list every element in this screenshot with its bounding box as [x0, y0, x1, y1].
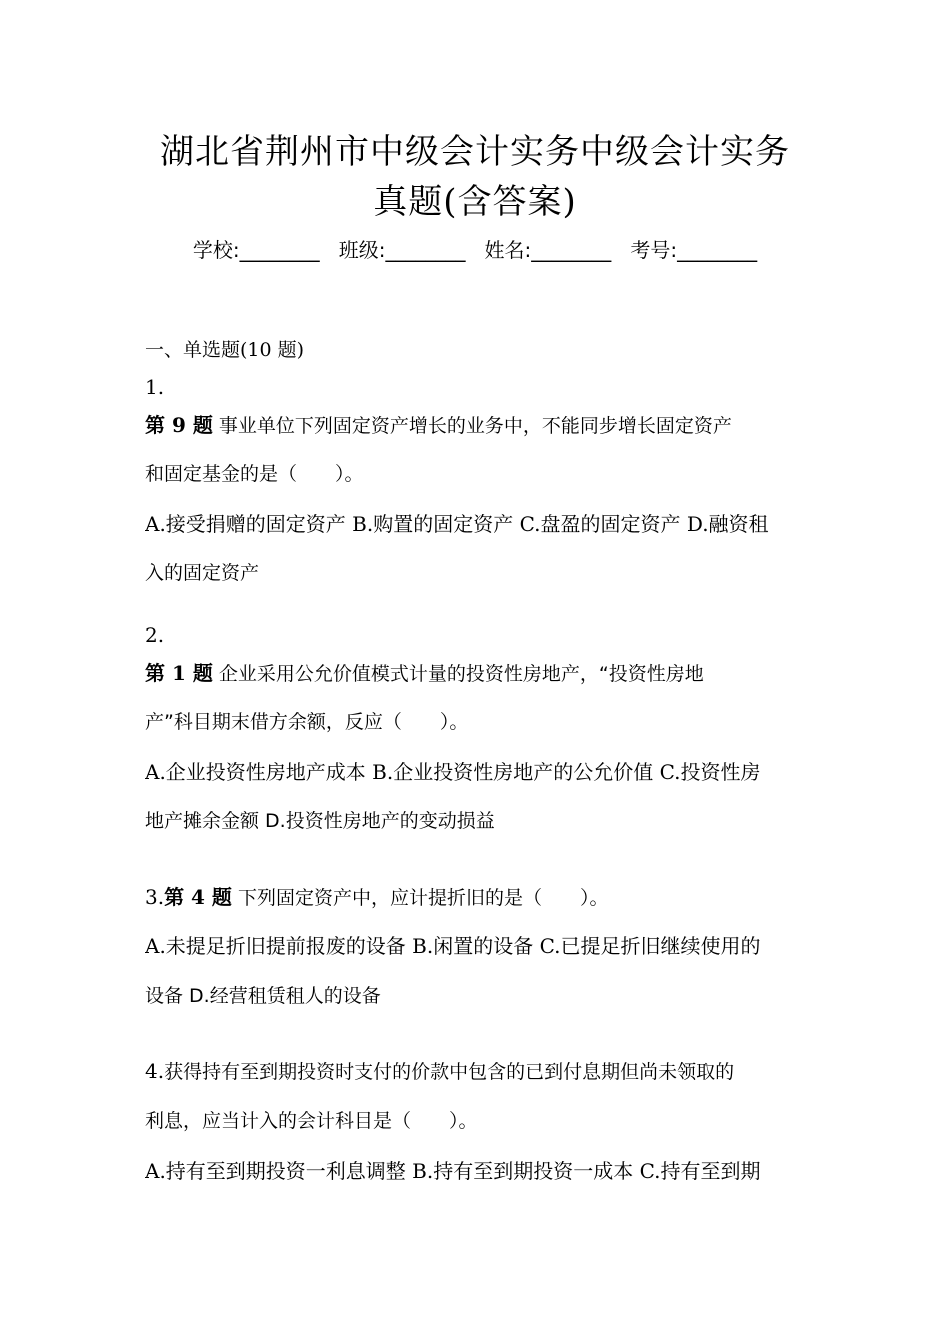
question-1-options-line2: 入的固定资产: [145, 562, 260, 584]
class-field: 班级:________: [338, 238, 466, 262]
question-1-stem-line1: [145, 410, 815, 441]
exam-number-field: 考号:________: [630, 238, 758, 262]
question-1-label: 第 9 题: [145, 413, 213, 437]
question-2-number: 2.: [145, 623, 165, 647]
question-1-stem-line2: 和固定基金的是（ ）。: [145, 463, 364, 485]
name-field: 姓名:________: [484, 238, 612, 262]
question-2-stem-line1: [145, 658, 815, 689]
question-4-stem-text: 获得持有至到期投资时支付的价款中包含的已到付息期但尚未领取的: [164, 1061, 735, 1083]
question-3-options-line2: 设备 D.经营租赁租人的设备: [145, 985, 381, 1007]
question-4-number: 4.: [145, 1059, 165, 1083]
question-4-stem-line1: [145, 1056, 815, 1087]
section-heading: 一、单选题(10 题): [145, 339, 305, 361]
question-3-stem-line1: [145, 882, 815, 913]
question-1-stem-text: 事业单位下列固定资产增长的业务中，不能同步增长固定资产: [212, 415, 732, 437]
question-1-options-line1: A.接受捐赠的固定资产 B.购置的固定资产 C.盘盈的固定资产 D.融资租: [145, 512, 769, 536]
question-2-label: 第 1 题: [145, 661, 213, 685]
school-field: 学校:________: [192, 238, 320, 262]
question-2-options-line2: 地产摊余金额 D.投资性房地产的变动损益: [145, 810, 495, 832]
question-1-number: 1.: [145, 375, 165, 399]
document-title-line2: 真题(含答案): [373, 182, 577, 222]
question-3-stem-text: 下列固定资产中，应计提折旧的是（ ）。: [231, 887, 609, 909]
question-2-stem-line2: 产”科目期末借方余额，反应（ ）。: [145, 711, 469, 733]
question-2-options-line1: A.企业投资性房地产成本 B.企业投资性房地产的公允价值 C.投资性房: [145, 760, 761, 784]
question-2-stem-text: 企业采用公允价值模式计量的投资性房地产，“投资性房地: [212, 663, 704, 685]
student-info-fields: [0, 236, 950, 264]
question-4-stem-line2: 利息，应当计入的会计科目是（ ）。: [145, 1110, 478, 1132]
document-title-line1: 湖北省荆州市中级会计实务中级会计实务: [160, 132, 790, 172]
question-3-label: 第 4 题: [164, 885, 232, 909]
question-3-number: 3.: [145, 885, 165, 909]
question-4-options-line1: A.持有至到期投资一利息调整 B.持有至到期投资一成本 C.持有至到期: [145, 1159, 761, 1183]
question-3-options-line1: A.未提足折旧提前报废的设备 B.闲置的设备 C.已提足折旧继续使用的: [145, 934, 761, 958]
